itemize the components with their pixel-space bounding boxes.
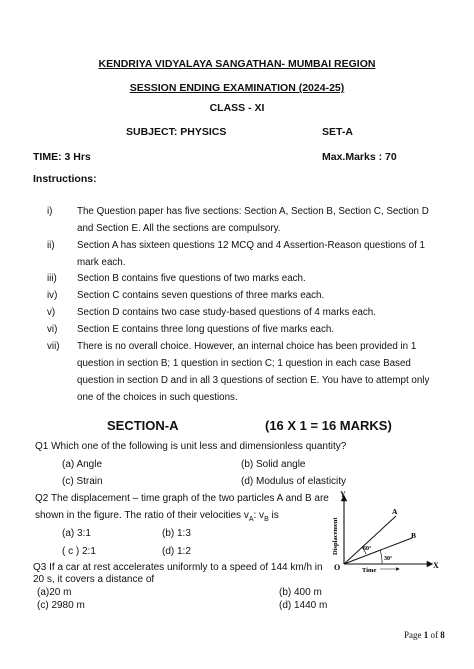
q2-option-a: (a) 3:1 [62,528,91,539]
page-total: 8 [440,630,445,640]
instruction-text: Section D contains two case study-based questions of 4 marks each. [77,307,376,318]
q2-option-c: ( c ) 2:1 [62,546,96,557]
q1-option-c: (c) Strain [62,476,103,487]
line-b [344,538,412,564]
line-a-label: A [392,507,398,516]
xlabel: Time [362,567,377,574]
q3-option-a: (a)20 m [37,587,72,598]
instruction-number: vi) [47,324,58,335]
instruction-text: Section E contains three long questions of five marks each. [77,324,335,335]
q1-option-b: (b) Solid angle [241,459,306,470]
time-label: TIME: 3 Hrs [33,151,91,163]
instruction-number: iv) [47,290,58,301]
q3-text-line1: Q3 If a car at rest accelerates uniformly to a speed of 144 km/h in [33,562,323,573]
angle-arc-b [380,550,382,564]
q1-option-a: (a) Angle [62,459,103,470]
ylabel: Displacement [332,517,339,555]
instruction-text: The Question paper has five sections: Section A, Section B, Section C, Section D and Section E. All the sections are compulsory. [77,206,429,234]
y-axis-label: Y [340,490,346,499]
page-footer [404,630,445,640]
subject-label: SUBJECT: PHYSICS [126,126,227,138]
set-label: SET-A [322,126,353,138]
angle-b-label: 30° [384,556,393,562]
page-of: of [430,630,438,640]
displacement-time-graph [318,488,446,574]
instruction-text: Section B contains five questions of two marks each. [77,273,306,284]
q3-option-d: (d) 1440 m [279,600,328,611]
q3-option-b: (b) 400 m [279,587,322,598]
exam-title: SESSION ENDING EXAMINATION (2024-25) [129,82,345,94]
q1-text: Q1 Which one of the following is unit less and dimensionless quantity? [35,441,347,452]
q2-colon: : v [253,510,265,521]
instruction-number: i) [47,206,53,217]
org-title: KENDRIYA VIDYALAYA SANGATHAN- MUMBAI REGION [98,58,376,70]
q2-option-d: (d) 1:2 [162,546,191,557]
max-marks-label: Max.Marks : 70 [322,151,397,163]
instruction-number: vii) [47,341,60,352]
page-label: Page [404,630,422,640]
section-marks: (16 X 1 = 16 MARKS) [265,418,392,433]
section-name: SECTION-A [107,418,179,433]
instruction-text: Section A has sixteen questions 12 MCQ and 4 Assertion-Reason questions of 1 mark each. [77,240,425,268]
page-number: 1 [423,630,429,640]
class-label: CLASS - XI [209,102,265,114]
q2-tail: is [268,510,279,521]
instruction-number: v) [47,307,56,318]
q1-option-d: (d) Modulus of elasticity [241,476,347,487]
q3-text-line2: 20 s, it covers a distance of [33,574,155,585]
instruction-text: There is no overall choice. However, an internal choice has been provided in 1 question in section B; 1 question in section C; 1 question in each case Based question in section D and in all 3 questions of section E. You have to attempt only one of the choices in such questions. [77,341,430,403]
q2-sub-a: A [248,516,254,523]
instruction-number: iii) [47,273,57,284]
q2-text-line1: Q2 The displacement – time graph of the two particles A and B are [35,493,329,504]
line-b-label: B [411,531,417,540]
origin-label: O [334,563,341,572]
instruction-number: ii) [47,240,55,251]
q2-text-line2 [35,510,279,523]
q2-sub-b: B [264,516,269,523]
instructions-title: Instructions: [33,173,97,185]
q2-option-b: (b) 1:3 [162,528,191,539]
x-axis-label: X [433,561,439,570]
angle-a-label: 60° [363,546,372,552]
q2-text: shown in the figure. The ratio of their velocities v [35,510,249,521]
q3-option-c: (c) 2980 m [37,600,85,611]
instruction-text: Section C contains seven questions of three marks each. [77,290,325,301]
